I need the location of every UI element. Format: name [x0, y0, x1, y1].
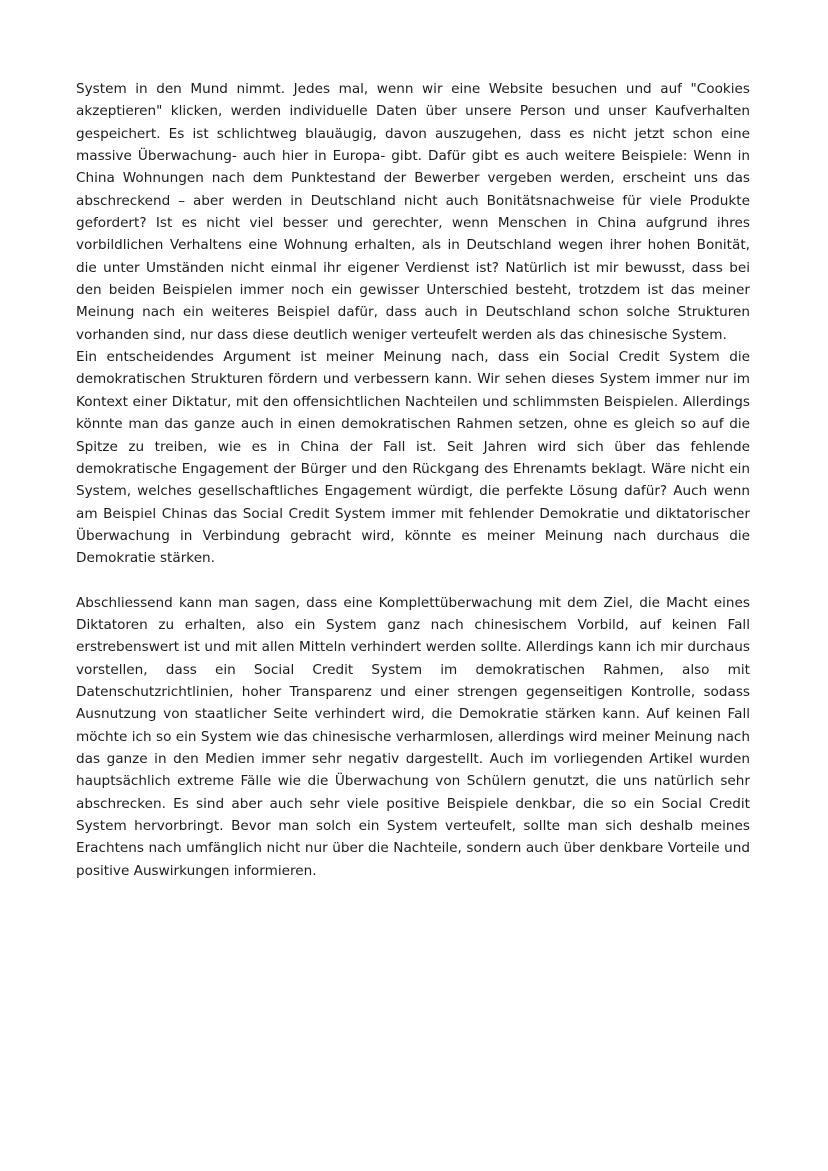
document-body	[76, 78, 750, 882]
paragraph-1: System in den Mund nimmt. Jedes mal, wenn wir eine Website besuchen und auf "Cookies akzeptieren" klicken, werden individuelle Daten über unsere Person und unser Kaufverhalten gespeichert. Es ist schlichtweg blauäugig, davon auszugehen, dass es nicht jetzt schon eine massive Überwachung- auch hier in Europa- gibt. Dafür gibt es auch weitere Beispiele: Wenn in China Wohnungen nach dem Punktestand der Bewerber vergeben werden, erscheint uns das abschreckend – aber werden in Deutschland nicht auch Bonitätsnachweise für viele Produkte gefordert? Ist es nicht viel besser und gerechter, wenn Menschen in China aufgrund ihres vorbildlichen Verhaltens eine Wohnung erhalten, als in Deutschland wegen ihrer hohen Bonität, die unter Umständen nicht einmal ihr eigener Verdienst ist? Natürlich ist mir bewusst, dass bei den beiden Beispielen immer noch ein gewisser Unterschied besteht, trotzdem ist das meiner Meinung nach ein weiteres Beispiel dafür, dass auch in Deutschland schon solche Strukturen vorhanden sind, nur dass diese deutlich weniger verteufelt werden als das chinesische System.	[76, 81, 750, 343]
paragraph-2: Ein entscheidendes Argument ist meiner Meinung nach, dass ein Social Credit System die demokratischen Strukturen fördern und verbessern kann. Wir sehen dieses System immer nur im Kontext einer Diktatur, mit den offensichtlichen Nachteilen und schlimmsten Beispielen. Allerdings könnte man das ganze auch in einen demokratischen Rahmen setzen, ohne es gleich so auf die Spitze zu treiben, wie es in China der Fall ist. Seit Jahren wird sich über das fehlende demokratische Engagement der Bürger und den Rückgang des Ehrenamts beklagt. Wäre nicht ein System, welches gesellschaftliches Engagement würdigt, die perfekte Lösung dafür? Auch wenn am Beispiel Chinas das Social Credit System immer mit fehlender Demokratie und diktatorischer Überwachung in Verbindung gebracht wird, könnte es meiner Meinung nach durchaus die Demokratie stärken.	[76, 349, 750, 567]
paragraph-3: Abschliessend kann man sagen, dass eine Komplettüberwachung mit dem Ziel, die Macht eines Diktatoren zu erhalten, also ein System ganz nach chinesischem Vorbild, auf keinen Fall erstrebenswert ist und mit allen Mitteln verhindert werden sollte. Allerdings kann ich mir durchaus vorstellen, dass ein Social Credit System im demokratischen Rahmen, also mit Datenschutzrichtlinien, hoher Transparenz und einer strengen gegenseitigen Kontrolle, sodass Ausnutzung von staatlicher Seite verhindert wird, die Demokratie stärken kann. Auf keinen Fall möchte ich so ein System wie das chinesische verharmlosen, allerdings wird meiner Meinung nach das ganze in den Medien immer sehr negativ dargestellt. Auch im vorliegenden Artikel wurden hauptsächlich extreme Fälle wie die Überwachung von Schülern genutzt, die uns natürlich sehr abschrecken. Es sind aber auch sehr viele positive Beispiele denkbar, die so ein Social Credit System hervorbringt. Bevor man solch ein System verteufelt, sollte man sich deshalb meines Erachtens nach umfänglich nicht nur über die Nachteile, sondern auch über denkbare Vorteile und positive Auswirkungen informieren.	[76, 594, 750, 879]
